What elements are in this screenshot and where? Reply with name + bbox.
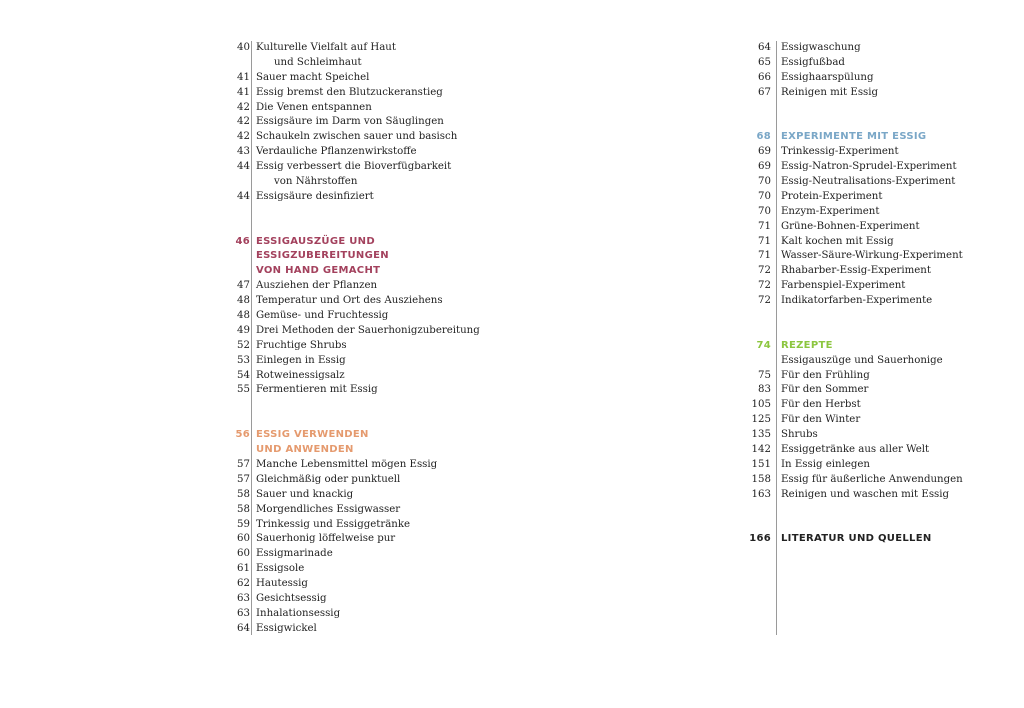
entry-title-einlegen-in-essig: Einlegen in Essig xyxy=(256,354,346,366)
toc-left-entries xyxy=(205,41,525,637)
entry-title-essigfussbad: Essigfußbad xyxy=(781,56,845,68)
toc-entry xyxy=(205,175,525,190)
toc-page-number: 64 xyxy=(237,622,250,634)
toc-page-number: 163 xyxy=(751,488,771,500)
entry-title-enzym-experiment: Enzym-Experiment xyxy=(781,205,880,217)
toc-entry xyxy=(205,279,525,294)
entry-title-indikatorfarben-experimente: Indikatorfarben-Experimente xyxy=(781,295,933,307)
toc-entry xyxy=(735,294,1024,309)
entry-title-gemuese-und-fruchtessig: Gemüse- und Fruchtessig xyxy=(256,310,389,322)
entry-title-essigwickel: Essigwickel xyxy=(256,622,317,634)
toc-entry xyxy=(205,488,525,503)
entry-title-fuer-den-fruehling: Für den Frühling xyxy=(781,369,870,381)
toc-entry xyxy=(205,130,525,145)
toc-page-number: 68 xyxy=(756,131,771,143)
toc-page-number: 54 xyxy=(237,369,250,381)
toc-entry xyxy=(735,190,1024,205)
toc-section-heading xyxy=(205,428,525,443)
toc-entry xyxy=(205,115,525,130)
entry-title-sauer-macht-speichel: Sauer macht Speichel xyxy=(256,71,370,83)
toc-page-number: 52 xyxy=(237,339,250,351)
entry-title-schaukeln-zwischen-sauer-und-basisch: Schaukeln zwischen sauer und basisch xyxy=(256,131,458,143)
toc-entry xyxy=(735,175,1024,190)
toc-page-number: 66 xyxy=(758,71,771,83)
entry-title-fuer-den-sommer: Für den Sommer xyxy=(781,384,869,396)
toc-spacer xyxy=(205,398,525,413)
entry-title-kulturelle-vielfalt-auf-haut: Kulturelle Vielfalt auf Haut xyxy=(256,42,396,53)
toc-entry xyxy=(205,41,525,56)
toc-entry xyxy=(735,41,1024,56)
toc-entry xyxy=(205,532,525,547)
toc-section-heading xyxy=(205,443,525,458)
section-title-und-anwenden: UND ANWENDEN xyxy=(256,444,354,456)
entry-title-rhabarber-essig-experiment: Rhabarber-Essig-Experiment xyxy=(781,265,931,277)
toc-page-number: 62 xyxy=(237,578,250,590)
entry-title-gruene-bohnen-experiment: Grüne-Bohnen-Experiment xyxy=(781,220,920,232)
toc-section-heading xyxy=(735,339,1024,354)
entry-title-in-essig-einlegen: In Essig einlegen xyxy=(781,458,870,470)
entry-title-reinigen-und-waschen-mit-essig: Reinigen und waschen mit Essig xyxy=(781,488,950,500)
entry-title-essighaarspuelung: Essighaarspülung xyxy=(781,71,874,83)
entry-title-manche-lebensmittel-moegen-essig: Manche Lebensmittel mögen Essig xyxy=(256,458,438,470)
toc-page-number: 72 xyxy=(758,295,771,307)
toc-entry xyxy=(735,86,1024,101)
toc-page-number: 70 xyxy=(758,190,771,202)
toc-entry xyxy=(735,413,1024,428)
toc-spacer xyxy=(205,220,525,235)
entry-title-essig-fuer-aeusserliche-anwendungen: Essig für äußerliche Anwendungen xyxy=(781,473,963,485)
toc-entry xyxy=(735,160,1024,175)
toc-spacer xyxy=(735,309,1024,324)
toc-page-number: 70 xyxy=(758,176,771,188)
toc-entry xyxy=(205,369,525,384)
toc-page-number: 60 xyxy=(237,533,250,545)
toc-left-column xyxy=(205,41,480,635)
toc-spacer xyxy=(735,115,1024,130)
toc-entry xyxy=(735,443,1024,458)
toc-section-heading xyxy=(735,130,1024,145)
entry-title-essigsaeure-desinfiziert: Essigsäure desinfiziert xyxy=(256,190,374,202)
toc-right-column xyxy=(735,41,963,635)
entry-title-sauer-und-knackig: Sauer und knackig xyxy=(256,488,354,500)
toc-page-number: 53 xyxy=(237,354,250,366)
entry-title-fuer-den-winter: Für den Winter xyxy=(781,414,861,426)
entry-title-wasser-saeure-wirkung-experiment: Wasser-Säure-Wirkung-Experiment xyxy=(781,250,963,262)
toc-page-number: 57 xyxy=(237,473,250,485)
entry-title-essiggetraenke-aus-aller-welt: Essiggetränke aus aller Welt xyxy=(781,444,930,456)
toc-entry xyxy=(735,249,1024,264)
entry-title-essig-verbessert-die-bioverfuegbarkeit: Essig verbessert die Bioverfügbarkeit xyxy=(256,161,452,173)
toc-entry xyxy=(205,518,525,533)
toc-page-number: 125 xyxy=(751,414,771,426)
toc-page-number: 63 xyxy=(237,592,250,604)
toc-page-number: 72 xyxy=(758,265,771,277)
toc-page-number: 46 xyxy=(235,235,250,247)
toc-entry xyxy=(735,369,1024,384)
toc-entry xyxy=(205,354,525,369)
toc-page-number: 166 xyxy=(749,533,771,545)
toc-spacer xyxy=(205,205,525,220)
toc-entry xyxy=(205,473,525,488)
toc-entry xyxy=(205,592,525,607)
toc-entry xyxy=(735,205,1024,220)
entry-title-fuer-den-herbst: Für den Herbst xyxy=(781,399,861,411)
toc-page-number: 44 xyxy=(237,190,250,202)
entry-title-rotweinessigsalz: Rotweinessigsalz xyxy=(256,369,345,381)
toc-page-number: 47 xyxy=(237,280,250,292)
entry-title-essigwaschung: Essigwaschung xyxy=(781,42,861,53)
toc-entry xyxy=(205,577,525,592)
toc-page-number: 71 xyxy=(758,250,771,262)
entry-title-gesichtsessig: Gesichtsessig xyxy=(256,592,327,604)
toc-page-number: 55 xyxy=(237,384,250,396)
entry-title-drei-methoden-der-sauerhonigzubereitung: Drei Methoden der Sauerhonigzubereitung xyxy=(256,324,480,336)
toc-entry xyxy=(735,458,1024,473)
toc-entry xyxy=(205,607,525,622)
toc-right-entries xyxy=(735,41,1024,547)
toc-spacer xyxy=(205,413,525,428)
toc-page-number: 158 xyxy=(751,473,771,485)
toc-entry xyxy=(205,71,525,86)
toc-page-number: 42 xyxy=(237,131,250,143)
toc-entry xyxy=(205,294,525,309)
toc-page-number: 70 xyxy=(758,205,771,217)
entry-title-protein-experiment: Protein-Experiment xyxy=(781,190,883,202)
toc-page-number: 61 xyxy=(237,563,250,575)
toc-page-number: 56 xyxy=(235,429,250,441)
toc-section-heading xyxy=(205,249,525,264)
toc-section-heading xyxy=(205,264,525,279)
toc-entry xyxy=(205,339,525,354)
toc-page-number: 75 xyxy=(758,369,771,381)
toc-page-number: 63 xyxy=(237,607,250,619)
toc-page-number: 105 xyxy=(751,399,771,411)
entry-title-und-schleimhaut: und Schleimhaut xyxy=(274,56,362,68)
section-title-literatur-und-quellen: LITERATUR UND QUELLEN xyxy=(781,533,932,545)
entry-title-essig-bremst-den-blutzuckeranstieg: Essig bremst den Blutzuckeranstieg xyxy=(256,86,443,98)
toc-page-number: 60 xyxy=(237,548,250,560)
section-title-rezepte: REZEPTE xyxy=(781,339,833,351)
toc-entry xyxy=(205,503,525,518)
section-title-essigauszuege-und: ESSIGAUSZÜGE UND xyxy=(256,235,375,247)
entry-title-essigmarinade: Essigmarinade xyxy=(256,548,333,560)
toc-entry xyxy=(735,71,1024,86)
entry-title-trinkessig-und-essiggetraenke: Trinkessig und Essiggetränke xyxy=(256,518,411,530)
entry-title-sauerhonig-loeffelweise-pur: Sauerhonig löffelweise pur xyxy=(256,533,396,545)
toc-entry xyxy=(735,428,1024,443)
toc-entry xyxy=(205,562,525,577)
toc-page-number: 41 xyxy=(237,86,250,98)
toc-entry xyxy=(735,235,1024,250)
toc-entry xyxy=(205,458,525,473)
toc-page-number: 43 xyxy=(237,146,250,158)
toc-page-number: 49 xyxy=(237,324,250,336)
entry-title-farbenspiel-experiment: Farbenspiel-Experiment xyxy=(781,280,906,292)
entry-title-inhalationsessig: Inhalationsessig xyxy=(256,607,341,619)
entry-title-essigauszuege-und-sauerhonige: Essigauszüge und Sauerhonige xyxy=(781,354,943,366)
toc-entry xyxy=(735,56,1024,71)
toc-entry xyxy=(735,383,1024,398)
entry-title-shrubs: Shrubs xyxy=(781,429,818,441)
toc-page-number: 65 xyxy=(758,56,771,68)
toc-page-number: 42 xyxy=(237,116,250,128)
toc-page-number: 71 xyxy=(758,220,771,232)
toc-spacer xyxy=(735,518,1024,533)
toc-entry xyxy=(735,398,1024,413)
toc-page-number: 67 xyxy=(758,86,771,98)
toc-page-number: 64 xyxy=(758,42,771,53)
toc-entry xyxy=(205,190,525,205)
entry-title-temperatur-und-ort-des-ausziehens: Temperatur und Ort des Ausziehens xyxy=(256,295,443,307)
entry-title-fermentieren-mit-essig: Fermentieren mit Essig xyxy=(256,384,378,396)
entry-title-hautessig: Hautessig xyxy=(256,578,308,590)
toc-page-number: 48 xyxy=(237,295,250,307)
toc-entry xyxy=(205,324,525,339)
toc-entry xyxy=(205,101,525,116)
entry-title-ausziehen-der-pflanzen: Ausziehen der Pflanzen xyxy=(256,280,378,292)
entry-title-von-naehrstoffen: von Nährstoffen xyxy=(274,176,358,188)
toc-entry xyxy=(205,145,525,160)
toc-page-number: 69 xyxy=(758,146,771,158)
section-title-essigzubereitungen: ESSIGZUBEREITUNGEN xyxy=(256,250,389,262)
toc-entry xyxy=(735,279,1024,294)
toc-page-number: 69 xyxy=(758,161,771,173)
toc-entry xyxy=(205,160,525,175)
entry-title-die-venen-entspannen: Die Venen entspannen xyxy=(256,101,372,113)
toc-section-heading xyxy=(735,532,1024,547)
toc-page-number: 58 xyxy=(237,488,250,500)
toc-page-number: 58 xyxy=(237,503,250,515)
toc-page-number: 135 xyxy=(751,429,771,441)
toc-page-number: 151 xyxy=(751,458,771,470)
toc-spacer xyxy=(735,324,1024,339)
entry-title-essigsole: Essigsole xyxy=(256,563,305,575)
toc-page-number: 48 xyxy=(237,310,250,322)
section-title-experimente-mit-essig: EXPERIMENTE MIT ESSIG xyxy=(781,131,927,143)
toc-page-number: 59 xyxy=(237,518,250,530)
toc-page-number: 44 xyxy=(237,161,250,173)
toc-section-heading xyxy=(205,235,525,250)
entry-title-essigsaeure-im-darm-von-saeuglingen: Essigsäure im Darm von Säuglingen xyxy=(256,116,444,128)
toc-entry xyxy=(735,264,1024,279)
toc-page-number: 42 xyxy=(237,101,250,113)
entry-title-essig-neutralisations-experiment: Essig-Neutralisations-Experiment xyxy=(781,176,956,188)
toc-page-number: 72 xyxy=(758,280,771,292)
toc-page-number: 40 xyxy=(237,42,250,53)
toc-page-number: 57 xyxy=(237,458,250,470)
toc-entry xyxy=(205,309,525,324)
entry-title-verdauliche-pflanzenwirkstoffe: Verdauliche Pflanzenwirkstoffe xyxy=(256,146,417,158)
entry-title-kalt-kochen-mit-essig: Kalt kochen mit Essig xyxy=(781,235,894,247)
toc-entry xyxy=(735,220,1024,235)
entry-title-reinigen-mit-essig: Reinigen mit Essig xyxy=(781,86,879,98)
toc-page-number: 41 xyxy=(237,71,250,83)
toc-entry xyxy=(735,473,1024,488)
section-title-essig-verwenden: ESSIG VERWENDEN xyxy=(256,429,369,441)
entry-title-gleichmaessig-oder-punktuell: Gleichmäßig oder punktuell xyxy=(256,473,401,485)
entry-title-morgendliches-essigwasser: Morgendliches Essigwasser xyxy=(256,503,401,515)
section-title-von-hand-gemacht: VON HAND GEMACHT xyxy=(256,265,381,277)
toc-entry xyxy=(735,145,1024,160)
toc-spacer xyxy=(735,503,1024,518)
toc-page-number: 71 xyxy=(758,235,771,247)
toc-entry xyxy=(205,622,525,637)
toc-entry xyxy=(735,488,1024,503)
toc-page-number: 74 xyxy=(756,339,771,351)
toc-page-number: 142 xyxy=(751,444,771,456)
toc-entry xyxy=(205,547,525,562)
entry-title-essig-natron-sprudel-experiment: Essig-Natron-Sprudel-Experiment xyxy=(781,161,957,173)
toc-page-number: 83 xyxy=(758,384,771,396)
entry-title-fruchtige-shrubs: Fruchtige Shrubs xyxy=(256,339,347,351)
toc-entry xyxy=(205,86,525,101)
toc-spacer xyxy=(735,101,1024,116)
toc-entry xyxy=(205,383,525,398)
toc-entry xyxy=(205,56,525,71)
entry-title-trinkessig-experiment: Trinkessig-Experiment xyxy=(781,146,899,158)
toc-entry xyxy=(735,354,1024,369)
